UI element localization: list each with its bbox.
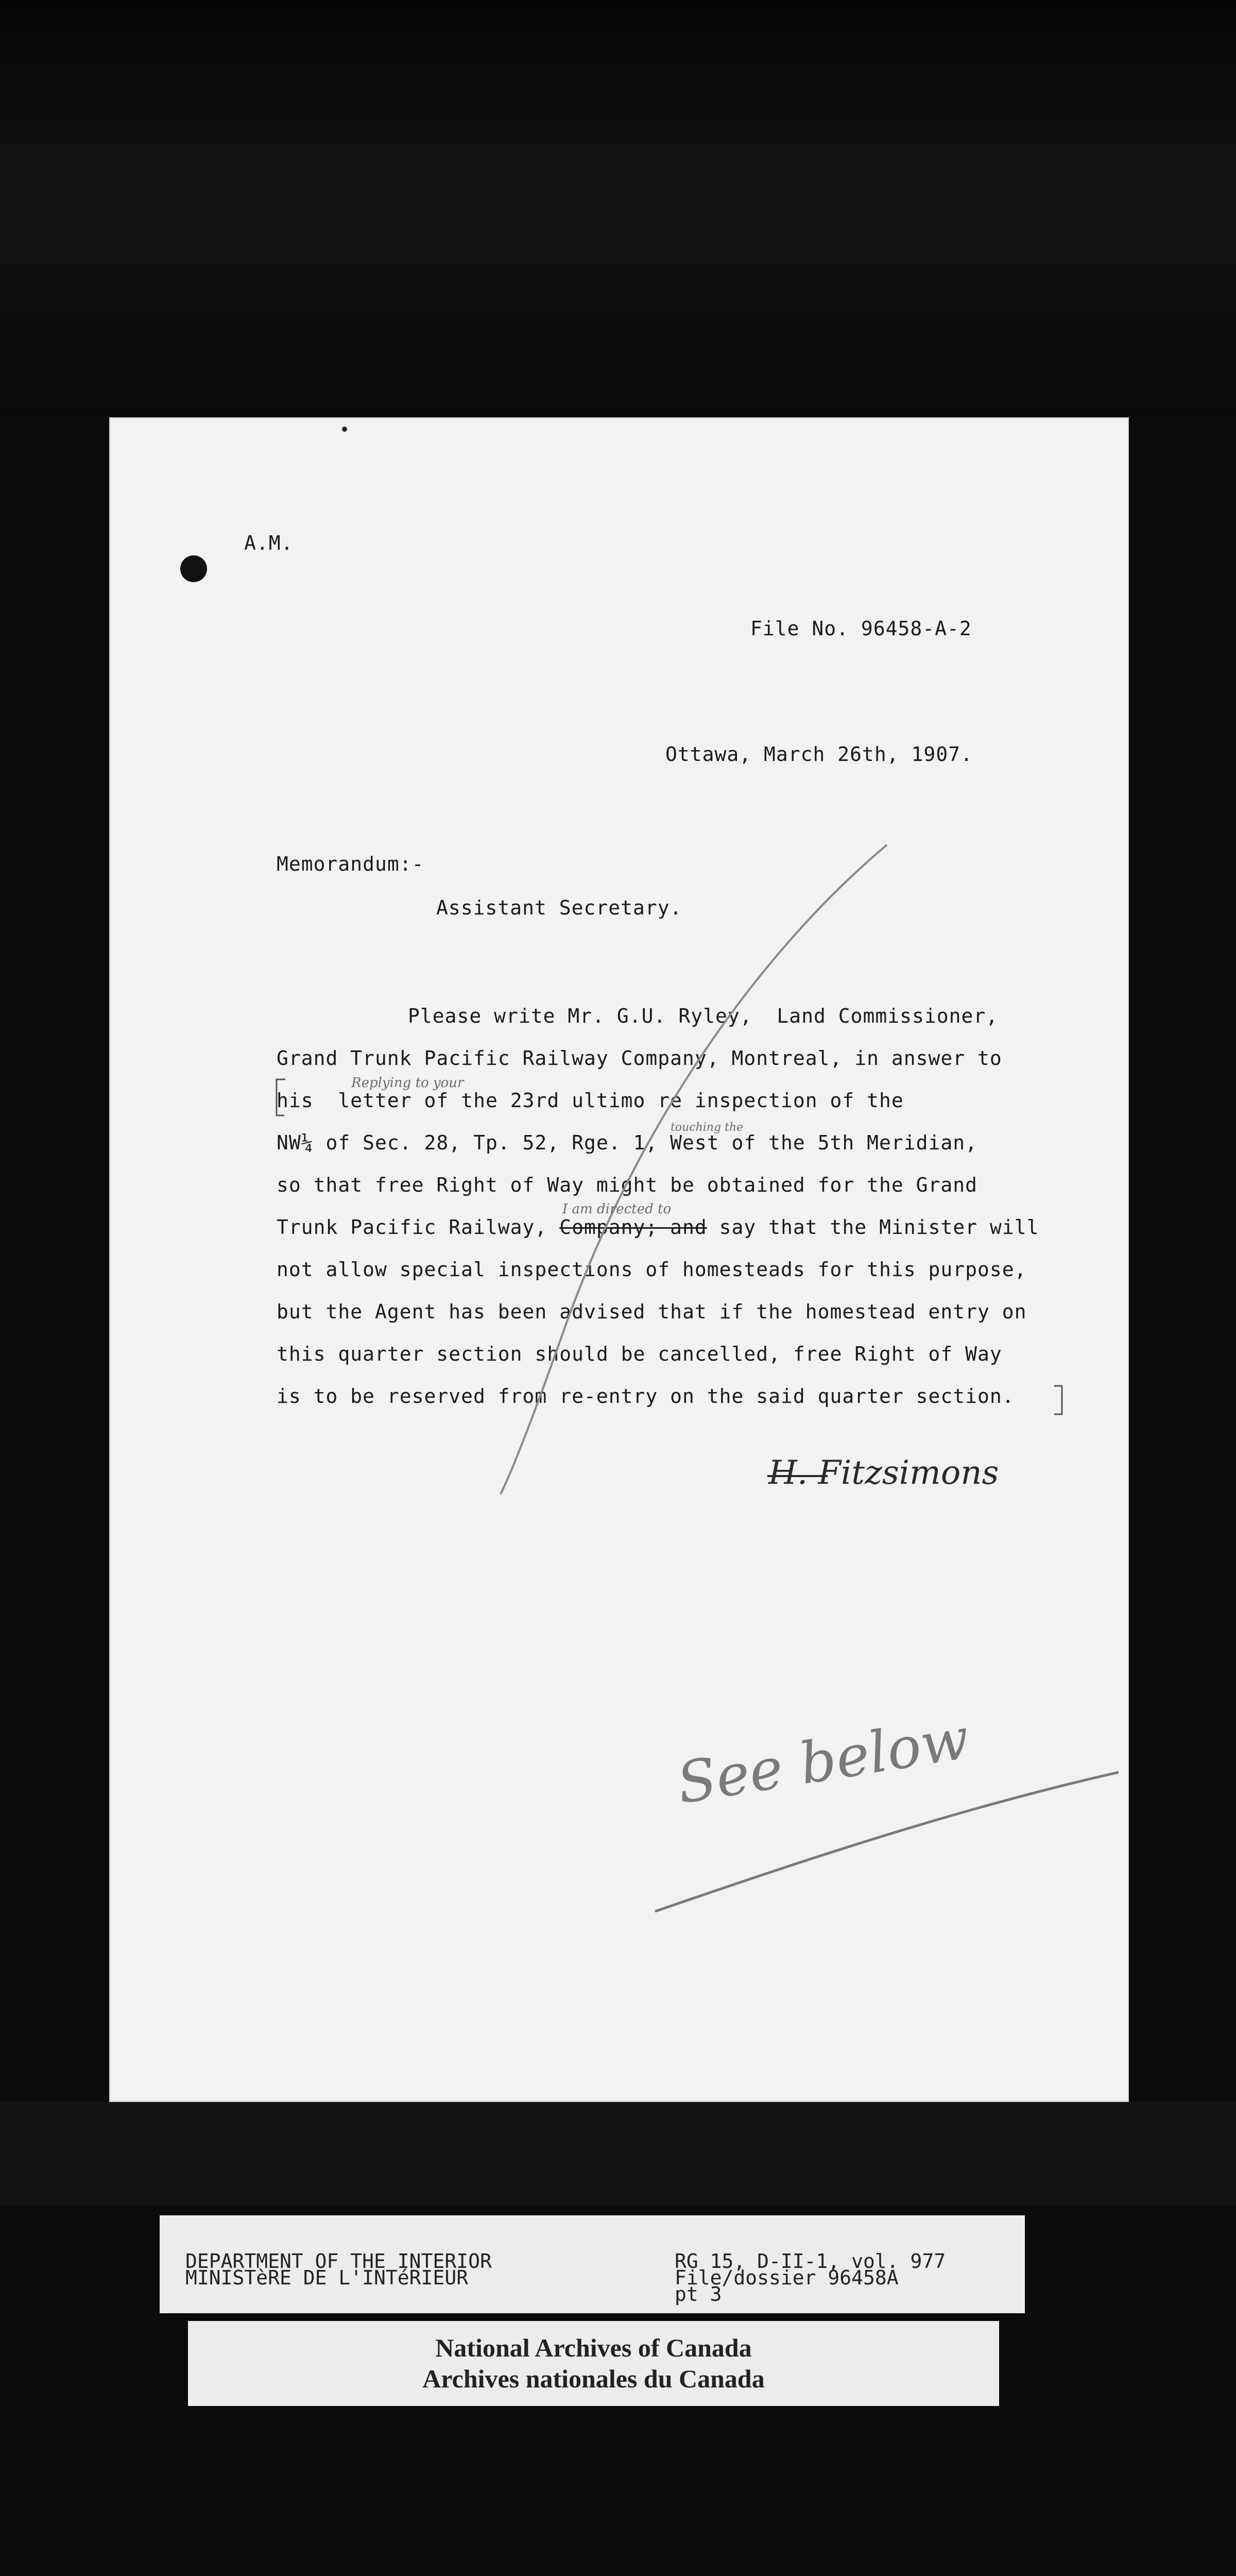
- bracket-right: [1054, 1386, 1062, 1414]
- archive-name-label: [188, 2321, 999, 2406]
- archive-name-french: Archives nationales du Canada: [422, 2364, 765, 2393]
- body-line-5: so that free Right of Way might be obtained for the Grand: [277, 1174, 978, 1196]
- handwritten-note: See below: [673, 1705, 974, 1817]
- body-line-2: Grand Trunk Pacific Railway Company, Montreal, in answer to: [277, 1047, 1002, 1070]
- handwritten-insert-1: Replying to your: [351, 1075, 464, 1091]
- pencil-stroke-lower: [655, 1772, 1119, 1911]
- reference-line-1: RG 15, D-II-1, vol. 977: [675, 2250, 946, 2273]
- body-line-7: not allow special inspections of homesteads for this purpose,: [277, 1258, 1027, 1281]
- memo-page: [109, 417, 1129, 2102]
- body-line-6: [277, 1216, 1039, 1239]
- body-line-1: Please write Mr. G.U. Ryley, Land Commissioner,: [408, 1005, 999, 1027]
- archive-name-english: National Archives of Canada: [435, 2333, 752, 2362]
- handwritten-insert-3: I am directed to: [562, 1201, 672, 1217]
- ink-speck: [342, 427, 347, 432]
- punch-hole: [180, 555, 207, 582]
- department-french: MINISTèRE DE L'INTéRIEUR: [185, 2266, 469, 2289]
- department-english: DEPARTMENT OF THE INTERIOR: [185, 2250, 492, 2273]
- body-line-6-start: Trunk Pacific Railway,: [277, 1216, 547, 1239]
- struck-text: Company; and: [559, 1216, 707, 1239]
- reference-line-2: File/dossier 96458A: [675, 2266, 899, 2289]
- memo-initials: A.M.: [244, 532, 294, 554]
- body-line-9: this quarter section should be cancelled, free Right of Way: [277, 1343, 1002, 1365]
- handwritten-insert-2: touching the: [671, 1121, 744, 1134]
- memo-date: Ottawa, March 26th, 1907.: [665, 743, 973, 766]
- body-line-10: is to be reserved from re-entry on the said quarter section.: [277, 1385, 1015, 1408]
- body-line-3-start: his: [277, 1089, 314, 1112]
- body-line-3: [277, 1089, 904, 1112]
- body-line-8: but the Agent has been advised that if the homestead entry on: [277, 1300, 1027, 1323]
- archive-reference-label: [160, 2215, 1025, 2313]
- file-number: File No. 96458-A-2: [750, 617, 972, 640]
- signature: H. Fitzsimons: [768, 1454, 999, 1492]
- body-line-4: NW¼ of Sec. 28, Tp. 52, Rge. 1, West of the 5th Meridian,: [277, 1131, 978, 1154]
- reference-line-3: pt 3: [675, 2283, 722, 2306]
- memo-heading: Memorandum:-: [277, 853, 424, 875]
- body-line-3-end: letter of the 23rd ultimo re inspection of the: [338, 1089, 904, 1112]
- memo-addressee: Assistant Secretary.: [436, 896, 682, 919]
- body-line-6-end: say that the Minister will: [719, 1216, 1039, 1239]
- middle-dark-band: [0, 2102, 1236, 2205]
- top-dark-band: [0, 0, 1236, 417]
